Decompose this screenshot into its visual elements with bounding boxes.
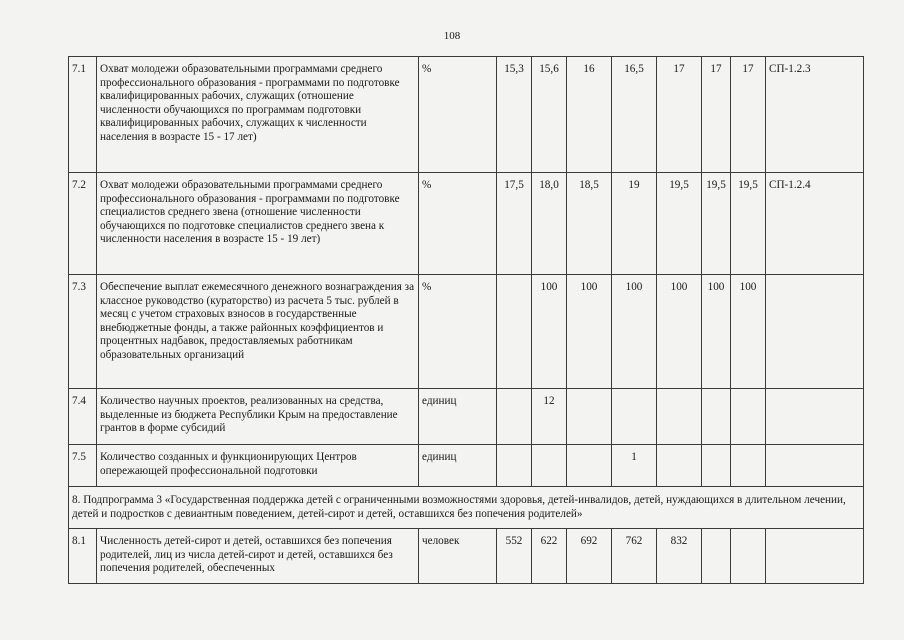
- table-row: [69, 173, 864, 275]
- value-cell: [731, 445, 766, 487]
- indicator-name: Охват молодежи образовательными программами среднего профессионального образования - программами по подготовке квалифицированных рабочих, служащих (отношение численности обучающихся по программам подготовки квалифицированных рабочих, служащих к численности населения в возрасте 15 - 17 лет): [97, 57, 419, 173]
- table-row: [69, 275, 864, 389]
- program-code: [766, 445, 864, 487]
- page-number: 108: [443, 30, 461, 42]
- value-cell: 100: [702, 275, 731, 389]
- value-cell: [731, 389, 766, 445]
- table-row: [69, 529, 864, 584]
- row-number: 7.1: [69, 57, 97, 173]
- value-cell: [702, 389, 731, 445]
- value-cell: 17,5: [497, 173, 532, 275]
- value-cell: 15,3: [497, 57, 532, 173]
- indicator-name: Количество созданных и функционирующих Центров опережающей профессиональной подготовки: [97, 445, 419, 487]
- value-cell: 100: [567, 275, 612, 389]
- value-cell: 18,5: [567, 173, 612, 275]
- value-cell: 100: [532, 275, 567, 389]
- table-row: [69, 445, 864, 487]
- value-cell: [532, 445, 567, 487]
- value-cell: 692: [567, 529, 612, 584]
- value-cell: [657, 445, 702, 487]
- unit: %: [419, 57, 497, 173]
- value-cell: 17: [657, 57, 702, 173]
- indicator-name: Численность детей-сирот и детей, оставшихся без попечения родителей, лиц из числа детей-сирот и детей, оставшихся без попечения родителей, обеспеченных: [97, 529, 419, 584]
- value-cell: 17: [731, 57, 766, 173]
- unit: единиц: [419, 389, 497, 445]
- row-number: 7.5: [69, 445, 97, 487]
- value-cell: [702, 445, 731, 487]
- value-cell: 552: [497, 529, 532, 584]
- indicator-name: Количество научных проектов, реализованных на средства, выделенные из бюджета Республики Крым на предоставление грантов в форме субсидий: [97, 389, 419, 445]
- value-cell: [612, 389, 657, 445]
- value-cell: [567, 389, 612, 445]
- unit: единиц: [419, 445, 497, 487]
- value-cell: [497, 275, 532, 389]
- program-code: [766, 389, 864, 445]
- section-row: [69, 487, 864, 529]
- value-cell: 19,5: [702, 173, 731, 275]
- unit: человек: [419, 529, 497, 584]
- value-cell: [657, 389, 702, 445]
- program-code: [766, 529, 864, 584]
- value-cell: 19,5: [657, 173, 702, 275]
- row-number: 8.1: [69, 529, 97, 584]
- value-cell: 1: [612, 445, 657, 487]
- value-cell: 19: [612, 173, 657, 275]
- unit: %: [419, 173, 497, 275]
- value-cell: [731, 529, 766, 584]
- section-title: 8. Подпрограмма 3 «Государственная поддержка детей с ограниченными возможностями здоровья, детей-инвалидов, детей, нуждающихся в длительном лечении, детей и подростков с девиантным поведением, детей-сирот и детей, оставшихся без попечения родителей»: [69, 487, 864, 529]
- value-cell: [497, 389, 532, 445]
- value-cell: 15,6: [532, 57, 567, 173]
- value-cell: 832: [657, 529, 702, 584]
- value-cell: 762: [612, 529, 657, 584]
- value-cell: 16: [567, 57, 612, 173]
- indicator-name: Охват молодежи образовательными программами среднего профессионального образования - программами по подготовке специалистов среднего звена (отношение численности обучающихся по подготовке специалистов среднего звена к численности населения в возрасте 15 - 19 лет): [97, 173, 419, 275]
- value-cell: 16,5: [612, 57, 657, 173]
- row-number: 7.3: [69, 275, 97, 389]
- value-cell: 622: [532, 529, 567, 584]
- row-number: 7.2: [69, 173, 97, 275]
- value-cell: 18,0: [532, 173, 567, 275]
- table-row: [69, 57, 864, 173]
- value-cell: 12: [532, 389, 567, 445]
- indicators-table: [68, 56, 864, 584]
- row-number: 7.4: [69, 389, 97, 445]
- value-cell: 100: [612, 275, 657, 389]
- value-cell: 17: [702, 57, 731, 173]
- table-row: [69, 389, 864, 445]
- unit: %: [419, 275, 497, 389]
- value-cell: [497, 445, 532, 487]
- value-cell: 100: [731, 275, 766, 389]
- program-code: СП-1.2.4: [766, 173, 864, 275]
- value-cell: 19,5: [731, 173, 766, 275]
- program-code: [766, 275, 864, 389]
- program-code: СП-1.2.3: [766, 57, 864, 173]
- value-cell: 100: [657, 275, 702, 389]
- value-cell: [702, 529, 731, 584]
- value-cell: [567, 445, 612, 487]
- indicator-name: Обеспечение выплат ежемесячного денежного вознаграждения за классное руководство (кураторство) из расчета 5 тыс. рублей в месяц с учетом страховых взносов в государственные внебюджетные фонды, а также районных коэффициентов и процентных надбавок, предоставляемых работникам образовательных организаций: [97, 275, 419, 389]
